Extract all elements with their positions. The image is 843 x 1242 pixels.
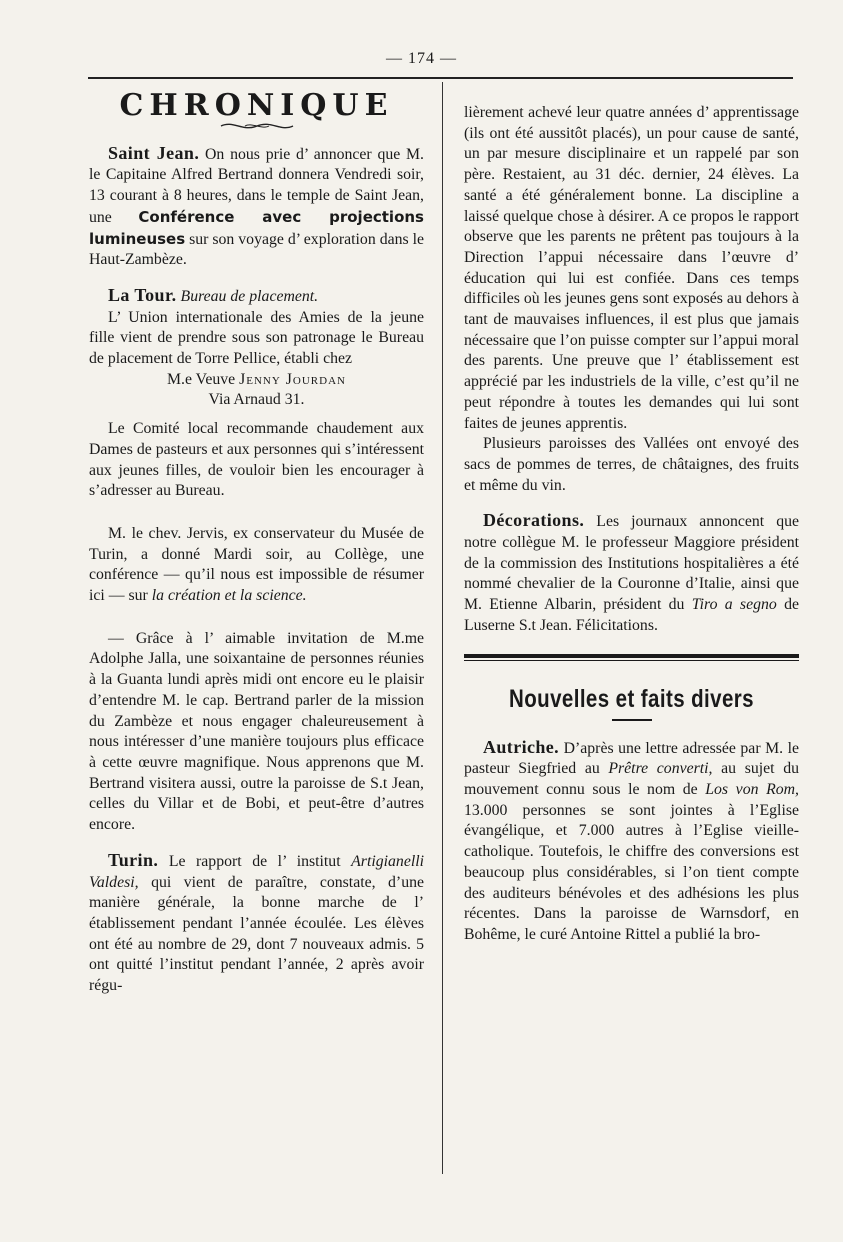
page-number: — 174 —	[386, 50, 457, 67]
article-autriche	[464, 737, 799, 946]
text: sur son voyage d’ exploration dans le Haut-Zambèze.	[89, 230, 424, 269]
lecture-title: la création et la science.	[151, 587, 307, 605]
address-name	[89, 370, 424, 391]
article-turin	[89, 850, 424, 997]
short-rule	[612, 719, 652, 721]
paragraph: Plusieurs paroisses des Vallées ont envoyé des sacs de pommes de terres, de châtaignes, des fruits et même du vin.	[464, 435, 799, 494]
article-decorations	[464, 510, 799, 636]
text: M.e Veuve	[167, 370, 240, 388]
society-name: Tiro a segno	[691, 596, 777, 614]
heading-autriche: Autriche.	[483, 736, 560, 757]
top-rule	[88, 77, 793, 79]
paragraph-continued: lièrement achevé leur quatre années d’ apprentissage (ils ont été aussitôt placés), un pour cause de santé, un par mesure disciplinaire et un rappelé par son père. Restaient, au 31 déc. dernier, 24 élèves. La santé a été généralement bonne. La discipline a laissé quelque chose à désirer. A ce propos le rapport observe que les parents ne prêtent pas toujours à la Direction l’appui nécessaire dans l’œuvre d’ éducation qui lui est confiée. Dans ces temps difficiles où les jeunes gens sont exposés au dehors à tant de mauvaises influences, il est plus que jamais nécessaire que l’on puisse compter sur l’appui moral des parents. Une preuve que l’ établissement est apprécié par les industriels de la ville, c’est qu’il ne peut répondre à toutes les demandes qui lui sont faites de jeunes apprentis.	[464, 104, 799, 432]
article-la-tour-heading	[89, 285, 424, 308]
left-column	[89, 88, 425, 997]
text: M. le chev. Jervis, ex conservateur du Musée de Turin, a donné Mardi soir, au Collège, une conférence — qu’il nous est impossible de résumer ici — sur	[89, 524, 424, 605]
heading-la-tour: La Tour.	[108, 284, 177, 305]
journal-name: Prêtre converti,	[608, 760, 713, 778]
paragraph-jervis	[89, 524, 424, 607]
paragraph-jalla: — Grâce à l’ aimable invitation de M.me Adolphe Jalla, une soixantaine de personnes réunies à la Guanta lundi après midi ont encore eu le plaisir d’entendre M. le cap. Bertrand parler de la mission du Zambèze et nous engager chaleureusement à nous intéresser d’une manière toujours plus efficace à cette œuvre magnifique. Nous apprenons que M. Bertrand visitera aussi, outre la paroisse de S.t Jean, celles du Villar et de Bobi, et peut-être d’autres encore.	[89, 629, 424, 834]
heading-saint-jean: Saint Jean.	[108, 142, 200, 163]
text: qui vient de paraître, constate, d’une manière générale, la bonne marche de l’ établissement pendant l’année écoulée. Les élèves ont été au nombre de 29, dont 7 nouveaux admis. 5 ont quitté l’institut pendant l’année, 2 après avoir régu-	[89, 873, 424, 995]
text: On nous prie d’ annoncer que M. le Capitaine Alfred Bertrand donnera Vendredi soir, 13 courant à 8 heures, dans le temple de Saint Jean, une	[89, 145, 425, 226]
person-name: Jenny Jourdan	[239, 370, 346, 388]
right-column	[464, 103, 799, 946]
movement-name: Los von Rom,	[705, 780, 799, 798]
column-divider	[442, 82, 443, 1174]
text: Les journaux annoncent que notre collègue M. le professeur Maggiore président de la commission des Institutions hospitalières a été nommé chevalier de la Couronne d’Italie, ainsi que M. Etienne Albarin, président du	[464, 513, 799, 614]
address-street: Via Arnaud 31.	[208, 391, 305, 409]
section-divider	[464, 654, 799, 661]
text: au sujet du mouvement connu sous le nom de	[464, 760, 799, 798]
masthead-title: CHRONIQUE	[119, 88, 394, 123]
text: de Luserne S.t Jean. Félicitations.	[464, 596, 799, 634]
conference-highlight: Conférence avec projections lumineuses	[89, 207, 424, 248]
paragraph: Le Comité local recommande chaudement aux Dames de pasteurs et aux personnes qui s’intéressent aux jeunes filles, de vouloir bien les encourager à s’adresser au Bureau.	[89, 420, 424, 500]
text: D’après une lettre adressée par M. le pasteur Siegfried au	[464, 739, 799, 778]
article-saint-jean	[89, 143, 424, 271]
subheading: Bureau de placement.	[176, 287, 319, 305]
heading-turin: Turin.	[108, 849, 159, 870]
text: 13.000 personnes se sont jointes à l’Eglise évangélique, et 7.000 autres à l’Eglise vieille-catholique. Toutefois, le chiffre des conversions est beaucoup plus considérables, si l’on tient compte des auditeurs bénévoles et des adhésions les plus récentes. Dans la paroisse de Warnsdorf, en Bohême, le curé Antoine Rittel a publié la bro-	[464, 801, 799, 943]
heading-decorations: Décorations.	[483, 510, 585, 531]
paragraph: L’ Union internationale des Amies de la jeune fille vient de prendre sous son patronage le Bureau de placement de Torre Pellice, établi chez	[89, 308, 424, 368]
section-title: Nouvelles et faits divers	[509, 684, 754, 713]
institute-name: Artigianelli Valdesi,	[89, 852, 424, 891]
text: Le rapport de l’ institut	[158, 852, 352, 870]
